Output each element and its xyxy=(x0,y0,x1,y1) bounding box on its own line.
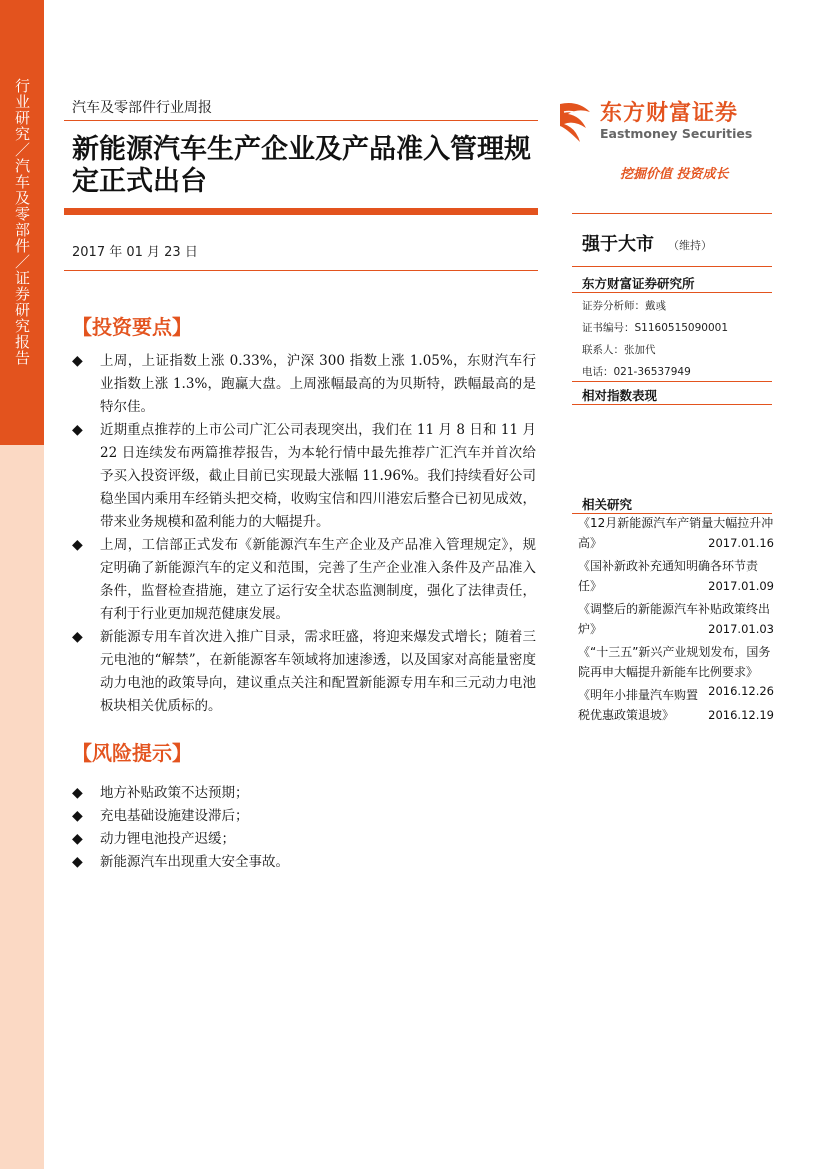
analyst-name: 证券分析师：戴彧 xyxy=(582,300,666,312)
related-title: 《国补新政补充通知明确各环节责任》 xyxy=(578,559,759,593)
brand-name-en: Eastmoney Securities xyxy=(600,126,753,141)
list-item xyxy=(72,626,536,718)
related-date: 2017.01.16 xyxy=(708,535,774,550)
contact-phone: 电话：021-36537949 xyxy=(582,366,691,378)
bullet-text: 动力锂电池投产迟缓； xyxy=(100,831,235,847)
right-panel-divider xyxy=(572,404,772,405)
rating-status: （维持） xyxy=(668,239,712,252)
related-title: 《调整后的新能源汽车补贴政策终出炉》 xyxy=(578,602,771,636)
diamond-bullet-icon: ◆ xyxy=(72,785,83,801)
diamond-bullet-icon: ◆ xyxy=(72,422,83,438)
date-divider xyxy=(64,270,538,271)
related-date: 2016.12.26 xyxy=(708,684,774,698)
brand-slogan: 挖掘价值 投资成长 xyxy=(620,167,729,182)
diamond-bullet-icon: ◆ xyxy=(72,537,83,553)
title-underline-bar xyxy=(64,208,538,215)
contact-name: 联系人：张加代 xyxy=(582,344,656,356)
right-panel-divider xyxy=(572,292,772,293)
bullet-text: 新能源专用车首次进入推广目录，需求旺盛，将迎来爆发式增长；随着三元电池的“解禁”，在新能源客车领域将加速渗透，以及国家对高能量密度动力电池的政策导向，建议重点关注和配置新能源专用车和三元动力电池板块相关优质标的。 xyxy=(100,629,536,714)
bullet-text: 上周，上证指数上涨 0.33%，沪深 300 指数上涨 1.05%，东财汽车行业指数上涨 1.3%，跑赢大盘。上周涨幅最高的为贝斯特，跌幅最高的是特尔佳。 xyxy=(100,353,536,415)
list-item xyxy=(72,782,536,805)
diamond-bullet-icon: ◆ xyxy=(72,808,83,824)
list-item xyxy=(72,419,536,534)
related-title: 《明年小排量汽车购置税优惠政策退坡》 xyxy=(578,688,699,722)
bullet-text: 上周，工信部正式发布《新能源汽车生产企业及产品准入管理规定》，规定明确了新能源汽车的定义和范围，完善了生产企业准入条件及产品准入条件，监督检查措施，建立了运行安全状态监测制度，强化了法律责任，有利于行业更加规范健康发展。 xyxy=(100,537,536,622)
related-research-item[interactable] xyxy=(578,600,774,639)
institute-name: 东方财富证券研究所 xyxy=(582,276,695,291)
bullet-text: 地方补贴政策不达预期； xyxy=(100,785,249,801)
right-panel-divider xyxy=(572,381,772,382)
related-research-list xyxy=(578,514,774,729)
related-date: 2017.01.09 xyxy=(708,578,774,593)
report-type: 汽车及零部件行业周报 xyxy=(72,100,212,116)
list-item xyxy=(72,350,536,419)
page-title: 新能源汽车生产企业及产品准入管理规定正式出台 xyxy=(72,134,531,197)
related-research-title: 相关研究 xyxy=(582,497,633,512)
rating-value: 强于大市 xyxy=(582,234,654,255)
investment-highlights-heading: 【投资要点】 xyxy=(72,315,192,339)
risk-warnings-list xyxy=(72,782,536,874)
related-date: 2017.01.03 xyxy=(708,621,774,636)
related-date: 2016.12.19 xyxy=(708,707,774,722)
bullet-text: 新能源汽车出现重大安全事故。 xyxy=(100,854,289,870)
header-divider xyxy=(64,120,538,121)
report-date: 2017 年 01 月 23 日 xyxy=(72,245,198,260)
list-item xyxy=(72,828,536,851)
bullet-text: 近期重点推荐的上市公司广汇公司表现突出，我们在 11 月 8 日和 11 月 22 日连续发布两篇推荐报告，为本轮行情中最先推荐广汇汽车并首次给予买入投资评级，截止目前已实现最大涨幅 11.96%。我们持续看好公司稳坐国内乘用车经销头把交椅，收购宝信和四川港宏后整合已初见成效，带来业务规模和盈利能力的大幅提升。 xyxy=(100,422,536,530)
sidebar xyxy=(0,0,44,1169)
cert-number: 证书编号：S1160515090001 xyxy=(582,322,729,334)
investment-highlights-list xyxy=(72,350,536,718)
diamond-bullet-icon: ◆ xyxy=(72,854,83,870)
related-research-item[interactable] xyxy=(578,643,774,698)
right-panel-divider xyxy=(572,266,772,267)
diamond-bullet-icon: ◆ xyxy=(72,353,83,369)
bullet-text: 充电基础设施建设滞后； xyxy=(100,808,249,824)
risk-warnings-heading: 【风险提示】 xyxy=(72,741,192,765)
right-panel-divider xyxy=(572,213,772,214)
diamond-bullet-icon: ◆ xyxy=(72,831,83,847)
brand-name-cn: 东方财富证券 xyxy=(600,101,739,126)
list-item xyxy=(72,805,536,828)
list-item xyxy=(72,851,536,874)
related-title: 《“十三五”新兴产业规划发布，国务院再申大幅提升新能车比例要求》 xyxy=(578,645,771,679)
sidebar-category-label: 行业研究／汽车及零部件／证券研究报告 xyxy=(13,78,31,366)
diamond-bullet-icon: ◆ xyxy=(72,629,83,645)
relative-performance-title: 相对指数表现 xyxy=(582,388,658,403)
related-research-item[interactable] xyxy=(578,557,774,596)
related-research-item[interactable] xyxy=(578,514,774,553)
list-item xyxy=(72,534,536,626)
related-title: 《12月新能源汽车产销量大幅拉升冲高》 xyxy=(578,516,774,550)
